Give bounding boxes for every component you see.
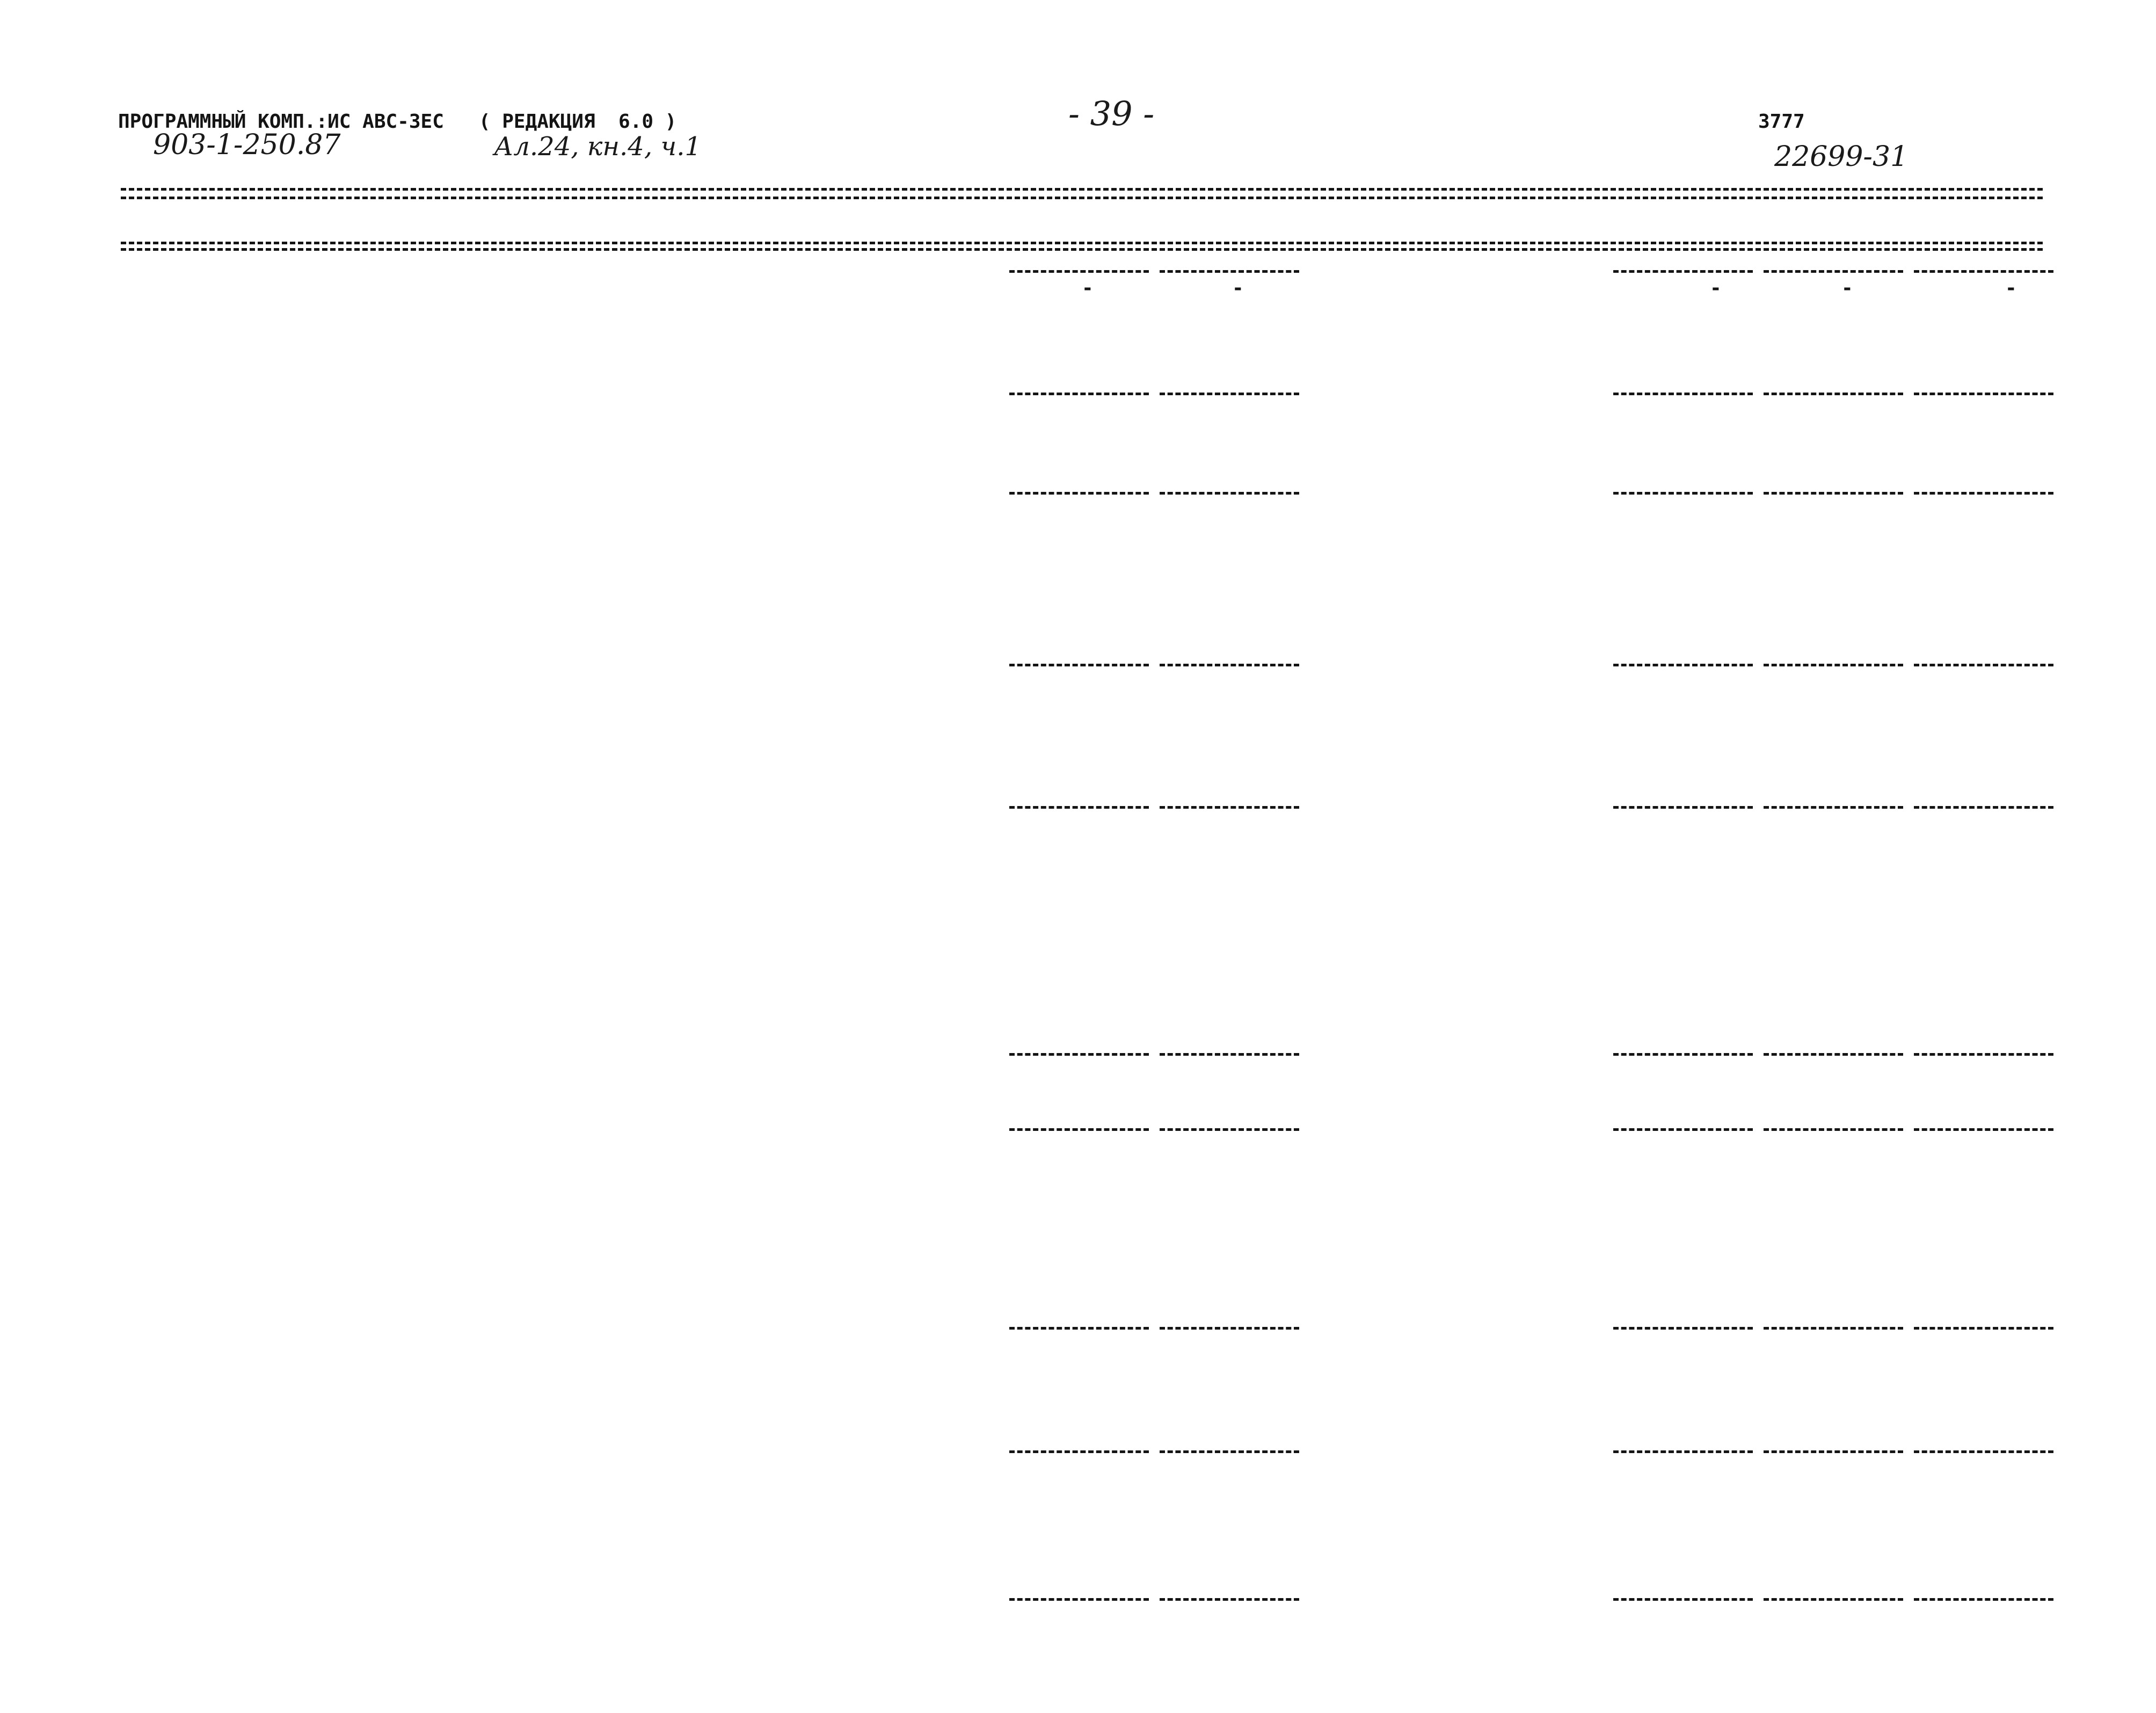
subtotal-dash-line [1009, 1053, 1149, 1056]
subtotal-dash-line [1764, 664, 1903, 666]
subtotal-dash-line [1764, 1128, 1903, 1131]
rule-under-header [121, 242, 2043, 244]
rule-top-2 [121, 197, 2043, 199]
subtotal-dash-line [1160, 806, 1299, 809]
subtotal-dash-line [1160, 1053, 1299, 1056]
subtotal-dash-line [1613, 1450, 1753, 1453]
empty-value-mark: - [1082, 277, 1094, 299]
subtotal-dash-line [1009, 393, 1149, 395]
subtotal-dash-line [1009, 1450, 1149, 1453]
subtotal-dash-line [1764, 1327, 1903, 1330]
empty-value-mark: - [2005, 277, 2017, 299]
subtotal-dash-line [1764, 492, 1903, 495]
subtotal-dash-line [1160, 270, 1299, 273]
subtotal-dash-line [1914, 270, 2053, 273]
empty-value-mark: - [1710, 277, 1722, 299]
empty-value-mark: - [1232, 277, 1244, 299]
handwritten-project-code: 903-1-250.87 [153, 129, 341, 161]
subtotal-dash-line [1613, 806, 1753, 809]
rule-under-header-2 [121, 248, 2043, 251]
subtotal-dash-line [1160, 492, 1299, 495]
subtotal-dash-line [1160, 1598, 1299, 1601]
subtotal-dash-line [1009, 1128, 1149, 1131]
subtotal-dash-line [1613, 1128, 1753, 1131]
empty-value-mark: - [1841, 277, 1853, 299]
subtotal-dash-line [1009, 1327, 1149, 1330]
subtotal-dash-line [1914, 664, 2053, 666]
subtotal-dash-line [1914, 393, 2053, 395]
subtotal-dash-line [1009, 492, 1149, 495]
subtotal-dash-line [1613, 664, 1753, 666]
subtotal-dash-line [1160, 664, 1299, 666]
subtotal-dash-line [1009, 1598, 1149, 1601]
subtotal-dash-line [1160, 1450, 1299, 1453]
subtotal-dash-line [1613, 270, 1753, 273]
subtotal-dash-line [1009, 664, 1149, 666]
subtotal-dash-line [1914, 1128, 2053, 1131]
handwritten-album-note: Ал.24, кн.4, ч.1 [494, 132, 702, 162]
subtotal-dash-line [1613, 1053, 1753, 1056]
subtotal-dash-line [1914, 1598, 2053, 1601]
handwritten-doc-number: 22699-31 [1774, 141, 1909, 173]
subtotal-dash-line [1613, 1598, 1753, 1601]
subtotal-dash-line [1914, 1053, 2053, 1056]
subtotal-dash-line [1160, 1327, 1299, 1330]
subtotal-dash-line [1764, 806, 1903, 809]
subtotal-dash-line [1009, 270, 1149, 273]
subtotal-dash-line [1914, 492, 2053, 495]
subtotal-dash-line [1764, 1053, 1903, 1056]
subtotal-dash-line [1764, 1450, 1903, 1453]
subtotal-dash-line [1914, 1450, 2053, 1453]
page-number: - 39 - [1068, 94, 1155, 133]
subtotal-dash-line [1160, 393, 1299, 395]
subtotal-dash-line [1764, 1598, 1903, 1601]
subtotal-dash-line [1009, 806, 1149, 809]
subtotal-dash-line [1764, 270, 1903, 273]
rule-top [121, 188, 2043, 191]
subtotal-dash-line [1914, 1327, 2053, 1330]
subtotal-dash-line [1160, 1128, 1299, 1131]
subtotal-dash-line [1613, 1327, 1753, 1330]
subtotal-dash-line [1914, 806, 2053, 809]
subtotal-dash-line [1764, 393, 1903, 395]
subtotal-dash-line [1613, 492, 1753, 495]
program-title: ПРОГРАММНЫЙ КОМП.:ИС АВС-3ЕС ( РЕДАКЦИЯ 6.0 ) [118, 111, 677, 133]
subtotal-dash-line [1613, 393, 1753, 395]
code-top: 3777 [1758, 111, 1805, 133]
